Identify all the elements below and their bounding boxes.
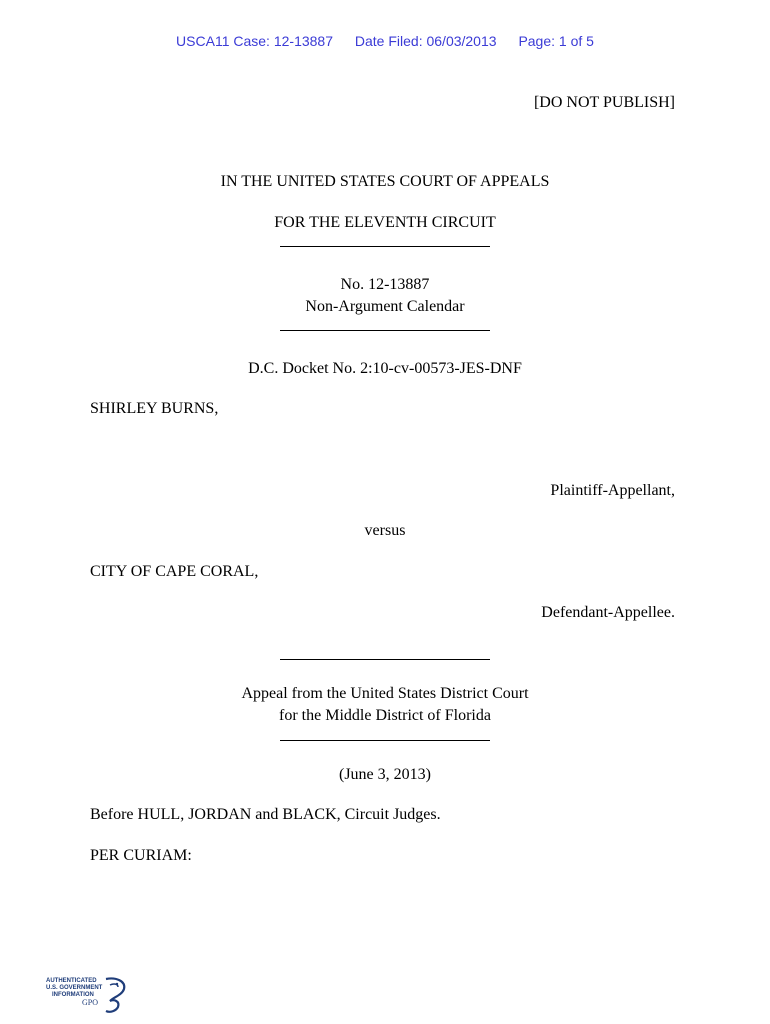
defendant-role: Defendant-Appellee. xyxy=(541,604,675,621)
court-title: IN THE UNITED STATES COURT OF APPEALS xyxy=(220,173,550,190)
seal-text: GPO xyxy=(82,998,99,1007)
case-number-header: USCA11 Case: 12-13887 xyxy=(176,33,333,49)
seal-text: AUTHENTICATED xyxy=(46,978,97,984)
docket-number: D.C. Docket No. 2:10-cv-00573-JES-DNF xyxy=(248,360,522,377)
publish-notice: [DO NOT PUBLISH] xyxy=(533,94,675,111)
case-header xyxy=(0,33,770,49)
judges-line: Before HULL, JORDAN and BLACK, Circuit Judges. xyxy=(90,806,441,823)
per-curiam-heading: PER CURIAM: xyxy=(90,847,192,864)
page-number-header: Page: 1 of 5 xyxy=(518,33,594,49)
seal-text: INFORMATION xyxy=(52,992,94,998)
divider xyxy=(280,330,490,331)
plaintiff-role: Plaintiff-Appellant, xyxy=(550,482,675,499)
seal-text: U.S. GOVERNMENT xyxy=(46,985,103,991)
calendar-type: Non-Argument Calendar xyxy=(305,298,465,315)
defendant-name: CITY OF CAPE CORAL, xyxy=(90,563,259,580)
plaintiff-name: SHIRLEY BURNS, xyxy=(90,400,219,417)
divider xyxy=(280,659,490,660)
circuit-title: FOR THE ELEVENTH CIRCUIT xyxy=(274,214,496,231)
divider xyxy=(280,246,490,247)
divider xyxy=(280,740,490,741)
gpo-authentication-seal xyxy=(44,975,134,1015)
date-filed-header: Date Filed: 06/03/2013 xyxy=(354,33,497,49)
appeal-source-line1: Appeal from the United States District Court xyxy=(241,685,529,702)
appeal-source-line2: for the Middle District of Florida xyxy=(279,707,491,724)
case-number: No. 12-13887 xyxy=(340,276,430,293)
decision-date: (June 3, 2013) xyxy=(339,766,431,783)
versus-label: versus xyxy=(364,522,406,539)
